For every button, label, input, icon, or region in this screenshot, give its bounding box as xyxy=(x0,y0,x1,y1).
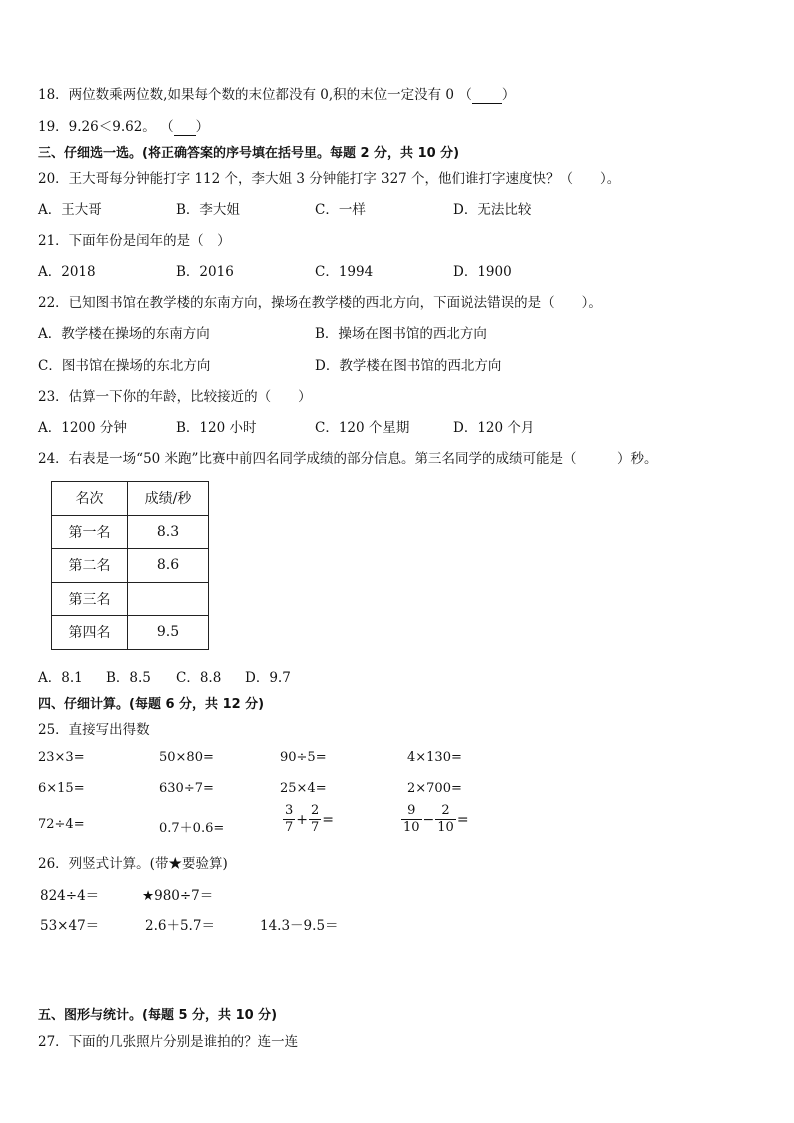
table-header-row xyxy=(52,482,209,516)
calc-item: 0.7＋0.6= xyxy=(159,821,225,836)
table-cell-score: 8.6 xyxy=(128,549,209,583)
question-26-stem: 26．列竖式计算。(带★要验算) xyxy=(38,856,228,872)
section-4-heading: 四、仔细计算。(每题 6 分，共 12 分) xyxy=(38,697,265,712)
section-3-heading: 三、仔细选一选。(将正确答案的序号填在括号里。每题 2 分，共 10 分) xyxy=(38,146,460,161)
question-19: 19．9.26＜9.62。 （ ） xyxy=(38,119,210,135)
q21-option-d[interactable]: D．1900 xyxy=(453,264,512,280)
calc-item: 72÷4= xyxy=(38,817,85,832)
q21-option-a[interactable]: A．2018 xyxy=(38,264,96,280)
q24-option-b[interactable]: B．8.5 xyxy=(106,670,151,686)
q23-option-d[interactable]: D．120 个月 xyxy=(453,420,535,436)
fraction: $\frac{9}{10}$ xyxy=(403,803,420,835)
q20-option-a[interactable]: A．王大哥 xyxy=(38,202,102,218)
table-header-score: 成绩/秒 xyxy=(128,482,209,516)
calc-item: 50×80= xyxy=(159,750,214,765)
calc-item: 53×47＝ xyxy=(40,918,100,934)
table-row xyxy=(52,549,209,583)
fraction: $\frac{2}{7}$ xyxy=(311,803,320,835)
question-18: 18．两位数乘两位数,如果每个数的末位都没有 0,积的末位一定没有 0 （ ） xyxy=(38,87,516,103)
q22-option-c[interactable]: C．图书馆在操场的东北方向 xyxy=(38,358,211,374)
calc-item: 2.6＋5.7＝ xyxy=(145,918,215,934)
calc-item: ★980÷7＝ xyxy=(142,888,214,904)
calc-item: 2×700= xyxy=(407,781,462,796)
question-25-stem: 25．直接写出得数 xyxy=(38,722,150,738)
table-cell-rank: 第二名 xyxy=(52,549,128,583)
question-20-stem: 20．王大哥每分钟能打字 112 个，李大姐 3 分钟能打字 327 个，他们谁打字速度快？（ ）。 xyxy=(38,171,621,187)
question-18-text: 18．两位数乘两位数,如果每个数的末位都没有 0,积的末位一定没有 0 xyxy=(38,87,455,103)
calc-item: 25×4= xyxy=(280,781,327,796)
score-table xyxy=(51,481,209,650)
calc-item: 4×130= xyxy=(407,750,462,765)
q23-option-b[interactable]: B．120 小时 xyxy=(176,420,257,436)
q24-option-a[interactable]: A．8.1 xyxy=(38,670,83,686)
table-row xyxy=(52,582,209,616)
q22-option-b[interactable]: B．操场在图书馆的西北方向 xyxy=(315,326,487,342)
table-cell-rank: 第一名 xyxy=(52,515,128,549)
q24-option-c[interactable]: C．8.8 xyxy=(176,670,222,686)
question-24-stem: 24．右表是一场“50 米跑”比赛中前四名同学成绩的部分信息。第三名同学的成绩可能是（ ）秒。 xyxy=(38,451,658,467)
table-cell-score: 9.5 xyxy=(128,616,209,650)
calc-item: 824÷4＝ xyxy=(40,888,100,904)
table-row xyxy=(52,515,209,549)
answer-blank-18[interactable] xyxy=(472,89,502,104)
q21-option-b[interactable]: B．2016 xyxy=(176,264,234,280)
q22-option-a[interactable]: A．教学楼在操场的东南方向 xyxy=(38,326,210,342)
fraction: $\frac{2}{10}$ xyxy=(437,803,454,835)
question-21-stem: 21．下面年份是闰年的是（ ） xyxy=(38,233,231,249)
q20-option-c[interactable]: C．一样 xyxy=(315,202,366,218)
fraction-expression-1: $\frac{3}{7}$ + $\frac{2}{7}$ = xyxy=(285,803,335,835)
q23-option-a[interactable]: A．1200 分钟 xyxy=(38,420,127,436)
table-cell-rank: 第三名 xyxy=(52,582,128,616)
calc-item: 23×3= xyxy=(38,750,85,765)
table-cell-rank: 第四名 xyxy=(52,616,128,650)
calc-item: 90÷5= xyxy=(280,750,327,765)
table-cell-score: 8.3 xyxy=(128,515,209,549)
q23-option-c[interactable]: C．120 个星期 xyxy=(315,420,410,436)
q20-option-d[interactable]: D．无法比较 xyxy=(453,202,532,218)
answer-blank-19[interactable] xyxy=(174,121,196,136)
q20-option-b[interactable]: B．李大姐 xyxy=(176,202,240,218)
question-19-text: 19．9.26＜9.62。 xyxy=(38,119,156,135)
calc-item: 6×15= xyxy=(38,781,85,796)
question-27-stem: 27．下面的几张照片分别是谁拍的？连一连 xyxy=(38,1034,299,1050)
calc-item: 630÷7= xyxy=(159,781,214,796)
section-5-heading: 五、图形与统计。(每题 5 分，共 10 分) xyxy=(38,1008,278,1023)
question-23-stem: 23．估算一下你的年龄，比较接近的（ ） xyxy=(38,389,312,405)
q21-option-c[interactable]: C．1994 xyxy=(315,264,374,280)
table-row xyxy=(52,616,209,650)
q22-option-d[interactable]: D．教学楼在图书馆的西北方向 xyxy=(315,358,502,374)
fraction-expression-2: $\frac{9}{10}$ − $\frac{2}{10}$ = xyxy=(403,803,469,835)
calc-item: 14.3－9.5＝ xyxy=(260,918,339,934)
question-22-stem: 22．已知图书馆在教学楼的东南方向，操场在教学楼的西北方向，下面说法错误的是（ ）。 xyxy=(38,295,602,311)
table-cell-score[interactable] xyxy=(128,582,209,616)
q24-option-d[interactable]: D．9.7 xyxy=(245,670,291,686)
table-header-rank: 名次 xyxy=(52,482,128,516)
fraction: $\frac{3}{7}$ xyxy=(285,803,294,835)
